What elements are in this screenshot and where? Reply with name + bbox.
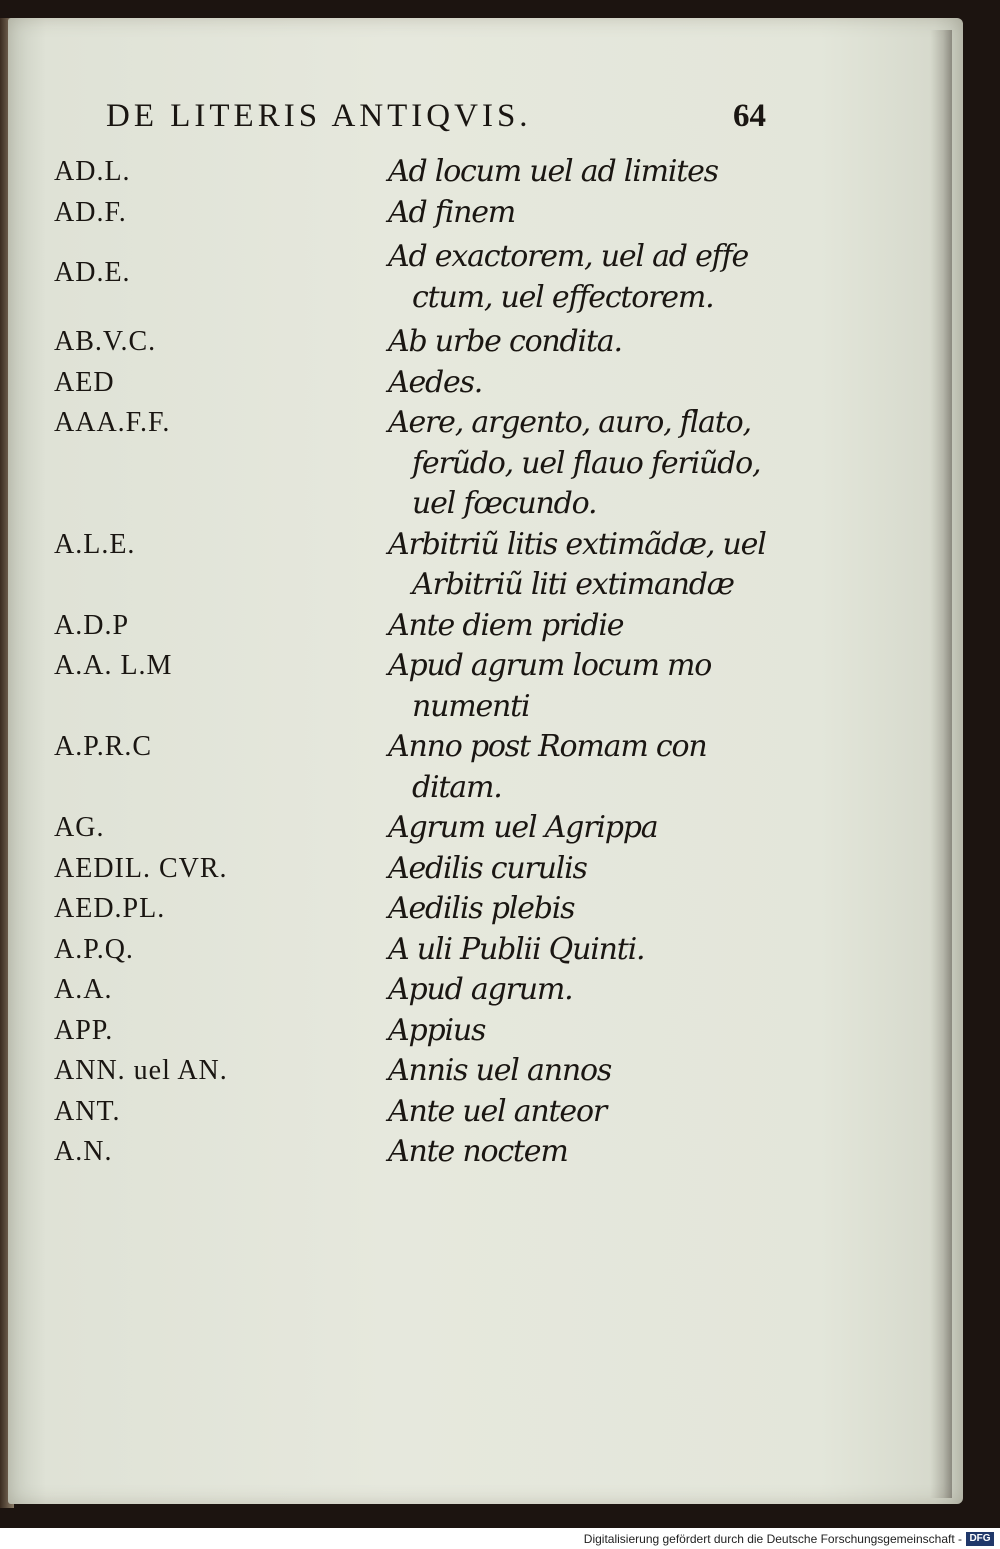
folio-number: 64 (733, 98, 766, 134)
entry-meaning-line: Aere, argento, auro, flato, (388, 405, 751, 440)
entry-meaning (388, 808, 657, 849)
entry-row (54, 233, 754, 322)
entry-row (54, 1011, 754, 1052)
entry-meaning (388, 363, 482, 404)
entry-meaning-line: Ante diem pridie (388, 607, 624, 643)
entry-abbreviation: AED (54, 366, 115, 398)
entry-abbreviation: APP. (54, 1014, 114, 1046)
running-header (106, 98, 766, 142)
entry-meaning (388, 193, 515, 234)
entry-row (54, 322, 754, 363)
entry-abbreviation: A.P.R.C (54, 731, 153, 762)
entry-row (54, 727, 754, 808)
entry-row (54, 1051, 754, 1092)
entry-abbreviation: A.P.Q. (54, 933, 134, 965)
entry-abbreviation: AED.PL. (54, 893, 166, 924)
entry-meaning (388, 152, 718, 193)
entry-meaning (388, 322, 622, 363)
page-edge-shadow (930, 30, 952, 1498)
entry-meaning-line: A uli Publii Quinti. (388, 931, 645, 967)
entry-meaning-line: Aedes. (388, 364, 483, 400)
entry-row (54, 606, 754, 647)
entry-meaning (388, 970, 572, 1011)
entry-meaning-line: Ante noctem (388, 1134, 568, 1169)
entry-row (54, 1132, 754, 1173)
digitization-credit: Digitalisierung gefördert durch die Deutsche Forschungsgemeinschaft - (583, 1532, 962, 1546)
entry-row (54, 970, 754, 1011)
entry-meaning-line: Annis uel annos (388, 1053, 612, 1088)
entry-meaning (388, 403, 760, 525)
entry-row (54, 525, 766, 606)
entry-abbreviation: AB.V.C. (54, 326, 157, 357)
entry-abbreviation: A.L.E. (54, 528, 136, 560)
dfg-logo: DFG (966, 1532, 994, 1546)
entry-abbreviation: A.A. (54, 974, 113, 1005)
entry-row (54, 193, 754, 234)
entry-meaning (388, 525, 766, 606)
entry-meaning-line: Ab urbe condita. (388, 324, 622, 359)
abbreviation-list (54, 152, 766, 1173)
entry-abbreviation: AAA.F.F. (54, 407, 171, 438)
entry-row (54, 889, 754, 930)
entry-meaning (388, 930, 644, 971)
entry-meaning (388, 727, 707, 808)
entry-abbreviation: ANN. uel AN. (54, 1055, 228, 1086)
entry-meaning (388, 1132, 568, 1173)
footer-bar (0, 1530, 1000, 1549)
entry-row (54, 646, 754, 727)
entry-meaning-line: Anno post Romam con (388, 729, 707, 764)
entry-meaning-line: ctum, uel effectorem. (412, 279, 714, 315)
running-title: DE LITERIS ANTIQVIS. (106, 98, 532, 134)
entry-row (54, 363, 754, 404)
entry-meaning (388, 889, 574, 930)
entry-row (54, 403, 761, 525)
entry-meaning-line: Ad exactorem, uel ad effe (388, 239, 749, 274)
entry-abbreviation: A.A. L.M (54, 650, 173, 681)
entry-meaning-line: uel fœcundo. (412, 486, 597, 521)
entry-abbreviation: A.N. (54, 1136, 113, 1167)
entry-meaning-line: Arbitriũ litis extimãdæ, uel (388, 526, 766, 562)
entry-meaning-line: Ad finem (388, 194, 516, 230)
entry-meaning-line: Ad locum uel ad limites (388, 154, 718, 189)
entry-abbreviation: AG. (54, 812, 105, 843)
entry-abbreviation: A.D.P (54, 609, 130, 641)
entry-row (54, 808, 754, 849)
entry-meaning (388, 1051, 611, 1092)
entry-row (54, 152, 754, 193)
entry-meaning (388, 646, 711, 727)
entry-meaning (388, 1092, 606, 1133)
entry-meaning-line: numenti (412, 688, 530, 724)
entry-row (54, 1092, 754, 1133)
entry-abbreviation: AD.F. (54, 196, 127, 228)
entry-meaning-line: Aedilis curulis (388, 850, 587, 886)
entry-abbreviation: AD.E. (54, 257, 131, 288)
entry-abbreviation: ANT. (54, 1095, 121, 1127)
entry-abbreviation: AEDIL. CVR. (54, 852, 228, 884)
entry-meaning (388, 233, 748, 322)
entry-meaning-line: Agrum uel Agrippa (388, 810, 658, 845)
entry-meaning-line: Arbitriũ liti extimandæ (412, 567, 734, 602)
entry-abbreviation: AD.L. (54, 156, 131, 187)
entry-meaning-line: Apud agrum. (388, 972, 573, 1007)
entry-meaning-line: ferũdo, uel flauo feriũdo, (412, 445, 761, 481)
entry-meaning (388, 1011, 485, 1052)
entry-row (54, 849, 754, 890)
entry-meaning-line: Ante uel anteor (388, 1093, 606, 1129)
entry-meaning (388, 849, 587, 890)
entry-meaning (388, 606, 623, 647)
entry-meaning-line: Aedilis plebis (388, 891, 575, 926)
entry-row (54, 930, 754, 971)
entry-meaning-line: Apud agrum locum mo (388, 648, 712, 683)
entry-meaning-line: Appius (388, 1012, 486, 1048)
entry-meaning-line: ditam. (412, 769, 502, 805)
